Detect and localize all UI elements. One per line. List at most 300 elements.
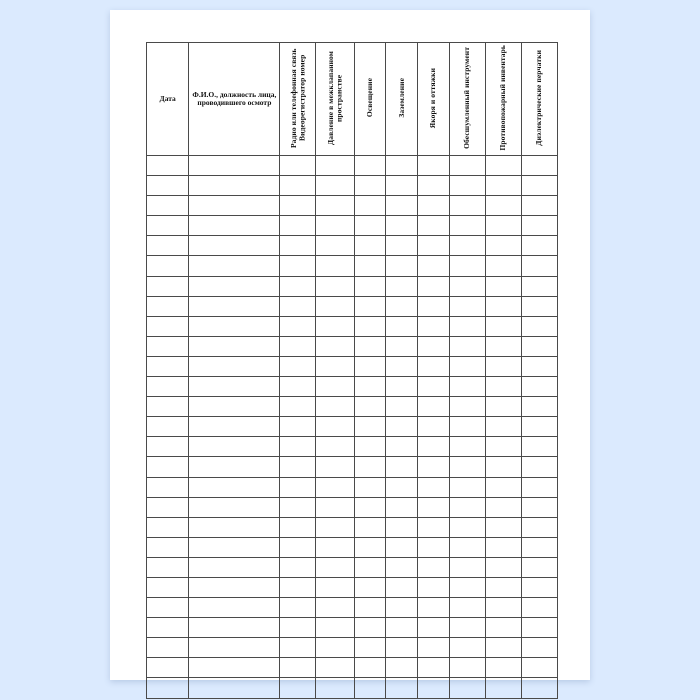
table-cell[interactable] <box>449 638 485 658</box>
table-header-row-group <box>147 43 558 156</box>
table-cell[interactable] <box>189 296 280 316</box>
table-cell[interactable] <box>449 437 485 457</box>
table-cell[interactable] <box>280 557 316 577</box>
table-cell[interactable] <box>418 678 450 698</box>
table-cell[interactable] <box>189 377 280 397</box>
table-cell[interactable] <box>147 638 189 658</box>
table-cell[interactable] <box>354 356 386 376</box>
table-cell[interactable] <box>354 437 386 457</box>
table-cell[interactable] <box>449 658 485 678</box>
table-cell[interactable] <box>449 356 485 376</box>
table-row <box>147 377 558 397</box>
table-cell[interactable] <box>521 497 557 517</box>
table-cell[interactable] <box>316 678 354 698</box>
table-cell[interactable] <box>354 557 386 577</box>
table-cell[interactable] <box>521 156 557 176</box>
table-cell[interactable] <box>354 216 386 236</box>
table-cell[interactable] <box>418 377 450 397</box>
table-cell[interactable] <box>189 397 280 417</box>
table-cell[interactable] <box>147 236 189 256</box>
table-cell[interactable] <box>449 477 485 497</box>
table-cell[interactable] <box>189 517 280 537</box>
table-cell[interactable] <box>386 678 418 698</box>
table-row <box>147 598 558 618</box>
table-cell[interactable] <box>521 678 557 698</box>
table-cell[interactable] <box>280 296 316 316</box>
table-cell[interactable] <box>449 557 485 577</box>
table-cell[interactable] <box>449 537 485 557</box>
table-cell[interactable] <box>521 176 557 196</box>
table-cell[interactable] <box>316 557 354 577</box>
table-row <box>147 336 558 356</box>
table-cell[interactable] <box>280 417 316 437</box>
table-cell[interactable] <box>386 437 418 457</box>
table-cell[interactable] <box>418 437 450 457</box>
table-cell[interactable] <box>280 457 316 477</box>
table-cell[interactable] <box>485 417 521 437</box>
table-cell[interactable] <box>147 336 189 356</box>
table-cell[interactable] <box>316 156 354 176</box>
table-cell[interactable] <box>147 377 189 397</box>
table-cell[interactable] <box>485 377 521 397</box>
table-cell[interactable] <box>189 537 280 557</box>
table-cell[interactable] <box>280 397 316 417</box>
table-cell[interactable] <box>147 598 189 618</box>
table-cell[interactable] <box>280 377 316 397</box>
table-cell[interactable] <box>147 156 189 176</box>
table-cell[interactable] <box>189 316 280 336</box>
column-header-intervalve-pressure <box>316 43 354 156</box>
table-cell[interactable] <box>316 336 354 356</box>
table-cell[interactable] <box>354 236 386 256</box>
table-cell[interactable] <box>521 336 557 356</box>
table-cell[interactable] <box>280 176 316 196</box>
table-cell[interactable] <box>521 437 557 457</box>
table-cell[interactable] <box>386 638 418 658</box>
table-row <box>147 497 558 517</box>
table-cell[interactable] <box>485 678 521 698</box>
table-cell[interactable] <box>189 156 280 176</box>
table-cell[interactable] <box>280 316 316 336</box>
table-cell[interactable] <box>449 276 485 296</box>
table-cell[interactable] <box>354 477 386 497</box>
table-row <box>147 618 558 638</box>
table-cell[interactable] <box>449 577 485 597</box>
table-cell[interactable] <box>386 557 418 577</box>
table-cell[interactable] <box>485 497 521 517</box>
table-cell[interactable] <box>280 678 316 698</box>
table-cell[interactable] <box>354 196 386 216</box>
table-cell[interactable] <box>316 537 354 557</box>
table-cell[interactable] <box>354 276 386 296</box>
table-cell[interactable] <box>189 356 280 376</box>
table-cell[interactable] <box>189 598 280 618</box>
column-header-silenced-tool-label: Обесшумленный инструмент <box>462 46 472 149</box>
table-cell[interactable] <box>354 397 386 417</box>
table-cell[interactable] <box>354 618 386 638</box>
table-cell[interactable] <box>521 517 557 537</box>
table-cell[interactable] <box>354 517 386 537</box>
table-row <box>147 658 558 678</box>
table-cell[interactable] <box>147 678 189 698</box>
table-cell[interactable] <box>485 477 521 497</box>
table-cell[interactable] <box>147 577 189 597</box>
table-cell[interactable] <box>521 356 557 376</box>
table-cell[interactable] <box>316 176 354 196</box>
table-cell[interactable] <box>386 497 418 517</box>
table-cell[interactable] <box>449 417 485 437</box>
table-cell[interactable] <box>521 577 557 597</box>
table-cell[interactable] <box>147 316 189 336</box>
table-cell[interactable] <box>418 577 450 597</box>
table-cell[interactable] <box>386 477 418 497</box>
column-header-dielectric-gloves <box>521 43 557 156</box>
table-cell[interactable] <box>485 557 521 577</box>
table-cell[interactable] <box>189 336 280 356</box>
table-cell[interactable] <box>449 598 485 618</box>
table-cell[interactable] <box>485 356 521 376</box>
table-cell[interactable] <box>485 276 521 296</box>
table-cell[interactable] <box>449 236 485 256</box>
table-cell[interactable] <box>354 296 386 316</box>
table-cell[interactable] <box>386 598 418 618</box>
table-cell[interactable] <box>147 658 189 678</box>
table-cell[interactable] <box>386 176 418 196</box>
table-cell[interactable] <box>485 256 521 276</box>
table-cell[interactable] <box>354 156 386 176</box>
table-cell[interactable] <box>386 196 418 216</box>
table-cell[interactable] <box>449 497 485 517</box>
table-cell[interactable] <box>147 176 189 196</box>
table-row <box>147 296 558 316</box>
table-cell[interactable] <box>147 557 189 577</box>
table-row <box>147 156 558 176</box>
table-cell[interactable] <box>485 517 521 537</box>
table-cell[interactable] <box>485 598 521 618</box>
table-cell[interactable] <box>521 216 557 236</box>
table-cell[interactable] <box>418 216 450 236</box>
table-cell[interactable] <box>485 236 521 256</box>
table-cell[interactable] <box>280 618 316 638</box>
table-cell[interactable] <box>418 477 450 497</box>
table-cell[interactable] <box>316 316 354 336</box>
table-cell[interactable] <box>485 457 521 477</box>
table-cell[interactable] <box>449 457 485 477</box>
table-cell[interactable] <box>189 577 280 597</box>
table-cell[interactable] <box>449 176 485 196</box>
table-cell[interactable] <box>418 316 450 336</box>
table-cell[interactable] <box>280 497 316 517</box>
table-cell[interactable] <box>521 236 557 256</box>
table-cell[interactable] <box>189 457 280 477</box>
table-cell[interactable] <box>189 678 280 698</box>
table-cell[interactable] <box>521 377 557 397</box>
table-cell[interactable] <box>147 296 189 316</box>
table-cell[interactable] <box>418 517 450 537</box>
table-cell[interactable] <box>316 638 354 658</box>
column-header-intervalve-pressure-label: Давление в межклапанном пространстве <box>325 50 344 145</box>
column-header-date <box>147 43 189 156</box>
table-cell[interactable] <box>418 457 450 477</box>
table-cell[interactable] <box>316 256 354 276</box>
table-row <box>147 577 558 597</box>
table-cell[interactable] <box>354 336 386 356</box>
table-cell[interactable] <box>280 437 316 457</box>
table-cell[interactable] <box>386 377 418 397</box>
table-cell[interactable] <box>386 316 418 336</box>
table-row <box>147 678 558 698</box>
table-cell[interactable] <box>386 517 418 537</box>
table-cell[interactable] <box>189 618 280 638</box>
table-cell[interactable] <box>449 196 485 216</box>
table-cell[interactable] <box>147 417 189 437</box>
table-cell[interactable] <box>316 296 354 316</box>
table-cell[interactable] <box>449 316 485 336</box>
table-cell[interactable] <box>386 356 418 376</box>
table-cell[interactable] <box>316 497 354 517</box>
column-header-radio-communication-label: Радио или телефонная связь Видеорегистратор номер <box>288 47 306 148</box>
column-header-anchors-guys <box>418 43 450 156</box>
table-cell[interactable] <box>189 236 280 256</box>
table-cell[interactable] <box>418 276 450 296</box>
table-cell[interactable] <box>316 618 354 638</box>
table-cell[interactable] <box>521 598 557 618</box>
table-cell[interactable] <box>485 397 521 417</box>
table-cell[interactable] <box>449 618 485 638</box>
table-cell[interactable] <box>521 658 557 678</box>
table-cell[interactable] <box>147 397 189 417</box>
table-cell[interactable] <box>418 638 450 658</box>
table-cell[interactable] <box>521 316 557 336</box>
table-cell[interactable] <box>418 296 450 316</box>
column-header-anchors-guys-label: Якоря и оттяжки <box>428 67 438 128</box>
table-cell[interactable] <box>316 457 354 477</box>
table-cell[interactable] <box>316 276 354 296</box>
table-cell[interactable] <box>189 276 280 296</box>
table-cell[interactable] <box>521 477 557 497</box>
table-cell[interactable] <box>386 658 418 678</box>
table-cell[interactable] <box>354 497 386 517</box>
table-cell[interactable] <box>521 256 557 276</box>
table-cell[interactable] <box>147 517 189 537</box>
table-cell[interactable] <box>386 336 418 356</box>
table-cell[interactable] <box>418 557 450 577</box>
table-cell[interactable] <box>280 336 316 356</box>
table-cell[interactable] <box>189 256 280 276</box>
table-cell[interactable] <box>280 577 316 597</box>
table-cell[interactable] <box>280 517 316 537</box>
column-header-fire-equipment <box>485 43 521 156</box>
table-cell[interactable] <box>316 658 354 678</box>
table-cell[interactable] <box>316 577 354 597</box>
table-cell[interactable] <box>386 618 418 638</box>
table-cell[interactable] <box>354 417 386 437</box>
table-cell[interactable] <box>485 156 521 176</box>
table-cell[interactable] <box>386 537 418 557</box>
table-cell[interactable] <box>449 678 485 698</box>
inspection-log-table-container <box>146 42 558 699</box>
table-cell[interactable] <box>449 256 485 276</box>
table-cell[interactable] <box>449 397 485 417</box>
table-cell[interactable] <box>418 176 450 196</box>
table-cell[interactable] <box>386 276 418 296</box>
table-cell[interactable] <box>485 638 521 658</box>
table-cell[interactable] <box>485 618 521 638</box>
table-body <box>147 156 558 699</box>
table-cell[interactable] <box>449 336 485 356</box>
table-cell[interactable] <box>316 377 354 397</box>
table-cell[interactable] <box>386 216 418 236</box>
table-cell[interactable] <box>521 276 557 296</box>
table-cell[interactable] <box>386 577 418 597</box>
table-cell[interactable] <box>280 477 316 497</box>
table-cell[interactable] <box>521 296 557 316</box>
table-cell[interactable] <box>521 537 557 557</box>
table-cell[interactable] <box>449 377 485 397</box>
table-row <box>147 557 558 577</box>
table-cell[interactable] <box>386 156 418 176</box>
table-cell[interactable] <box>147 196 189 216</box>
table-cell[interactable] <box>280 598 316 618</box>
table-cell[interactable] <box>147 457 189 477</box>
table-cell[interactable] <box>354 457 386 477</box>
table-cell[interactable] <box>418 537 450 557</box>
table-row <box>147 517 558 537</box>
table-cell[interactable] <box>280 638 316 658</box>
table-cell[interactable] <box>418 618 450 638</box>
table-cell[interactable] <box>485 176 521 196</box>
table-cell[interactable] <box>521 638 557 658</box>
table-cell[interactable] <box>485 316 521 336</box>
table-cell[interactable] <box>386 397 418 417</box>
table-cell[interactable] <box>418 196 450 216</box>
table-cell[interactable] <box>147 276 189 296</box>
table-cell[interactable] <box>280 196 316 216</box>
table-cell[interactable] <box>521 417 557 437</box>
table-cell[interactable] <box>386 256 418 276</box>
table-cell[interactable] <box>147 216 189 236</box>
table-cell[interactable] <box>418 156 450 176</box>
table-cell[interactable] <box>354 377 386 397</box>
table-cell[interactable] <box>386 236 418 256</box>
table-cell[interactable] <box>189 417 280 437</box>
table-cell[interactable] <box>485 658 521 678</box>
table-cell[interactable] <box>418 397 450 417</box>
table-cell[interactable] <box>449 156 485 176</box>
table-cell[interactable] <box>316 216 354 236</box>
table-cell[interactable] <box>147 537 189 557</box>
table-cell[interactable] <box>485 196 521 216</box>
table-cell[interactable] <box>354 658 386 678</box>
table-cell[interactable] <box>316 477 354 497</box>
table-cell[interactable] <box>418 336 450 356</box>
table-cell[interactable] <box>418 497 450 517</box>
table-cell[interactable] <box>280 356 316 376</box>
table-cell[interactable] <box>521 397 557 417</box>
table-cell[interactable] <box>189 437 280 457</box>
table-cell[interactable] <box>418 658 450 678</box>
table-cell[interactable] <box>418 417 450 437</box>
table-cell[interactable] <box>189 638 280 658</box>
table-cell[interactable] <box>189 477 280 497</box>
table-cell[interactable] <box>485 537 521 557</box>
table-cell[interactable] <box>189 176 280 196</box>
table-cell[interactable] <box>147 477 189 497</box>
table-cell[interactable] <box>354 537 386 557</box>
table-cell[interactable] <box>189 497 280 517</box>
table-cell[interactable] <box>485 437 521 457</box>
table-cell[interactable] <box>418 256 450 276</box>
table-cell[interactable] <box>521 618 557 638</box>
table-cell[interactable] <box>189 557 280 577</box>
table-cell[interactable] <box>189 216 280 236</box>
table-cell[interactable] <box>316 517 354 537</box>
table-cell[interactable] <box>316 356 354 376</box>
table-cell[interactable] <box>485 336 521 356</box>
table-cell[interactable] <box>316 437 354 457</box>
table-cell[interactable] <box>354 678 386 698</box>
table-cell[interactable] <box>418 356 450 376</box>
table-cell[interactable] <box>354 598 386 618</box>
table-cell[interactable] <box>521 557 557 577</box>
table-cell[interactable] <box>449 296 485 316</box>
table-row <box>147 176 558 196</box>
table-cell[interactable] <box>354 638 386 658</box>
table-cell[interactable] <box>354 176 386 196</box>
table-cell[interactable] <box>280 658 316 678</box>
table-cell[interactable] <box>418 598 450 618</box>
table-row <box>147 216 558 236</box>
table-cell[interactable] <box>147 356 189 376</box>
column-header-lighting <box>354 43 386 156</box>
table-cell[interactable] <box>386 296 418 316</box>
table-cell[interactable] <box>485 577 521 597</box>
table-cell[interactable] <box>147 437 189 457</box>
table-cell[interactable] <box>280 256 316 276</box>
table-cell[interactable] <box>280 276 316 296</box>
table-cell[interactable] <box>386 417 418 437</box>
table-cell[interactable] <box>521 196 557 216</box>
table-cell[interactable] <box>485 296 521 316</box>
table-cell[interactable] <box>280 236 316 256</box>
table-cell[interactable] <box>280 216 316 236</box>
table-cell[interactable] <box>147 256 189 276</box>
column-header-date-label: Дата <box>159 93 176 103</box>
table-cell[interactable] <box>316 397 354 417</box>
table-cell[interactable] <box>485 216 521 236</box>
table-cell[interactable] <box>449 216 485 236</box>
table-cell[interactable] <box>354 577 386 597</box>
column-header-dielectric-gloves-label: Диэлектрические перчатки <box>534 49 544 146</box>
table-cell[interactable] <box>316 417 354 437</box>
table-cell[interactable] <box>189 658 280 678</box>
table-cell[interactable] <box>418 236 450 256</box>
table-cell[interactable] <box>521 457 557 477</box>
table-cell[interactable] <box>354 316 386 336</box>
table-cell[interactable] <box>280 156 316 176</box>
table-cell[interactable] <box>147 618 189 638</box>
table-cell[interactable] <box>280 537 316 557</box>
table-cell[interactable] <box>316 598 354 618</box>
table-row <box>147 256 558 276</box>
table-cell[interactable] <box>316 236 354 256</box>
table-cell[interactable] <box>189 196 280 216</box>
table-cell[interactable] <box>316 196 354 216</box>
table-cell[interactable] <box>354 256 386 276</box>
table-cell[interactable] <box>386 457 418 477</box>
table-cell[interactable] <box>147 497 189 517</box>
table-cell[interactable] <box>449 517 485 537</box>
